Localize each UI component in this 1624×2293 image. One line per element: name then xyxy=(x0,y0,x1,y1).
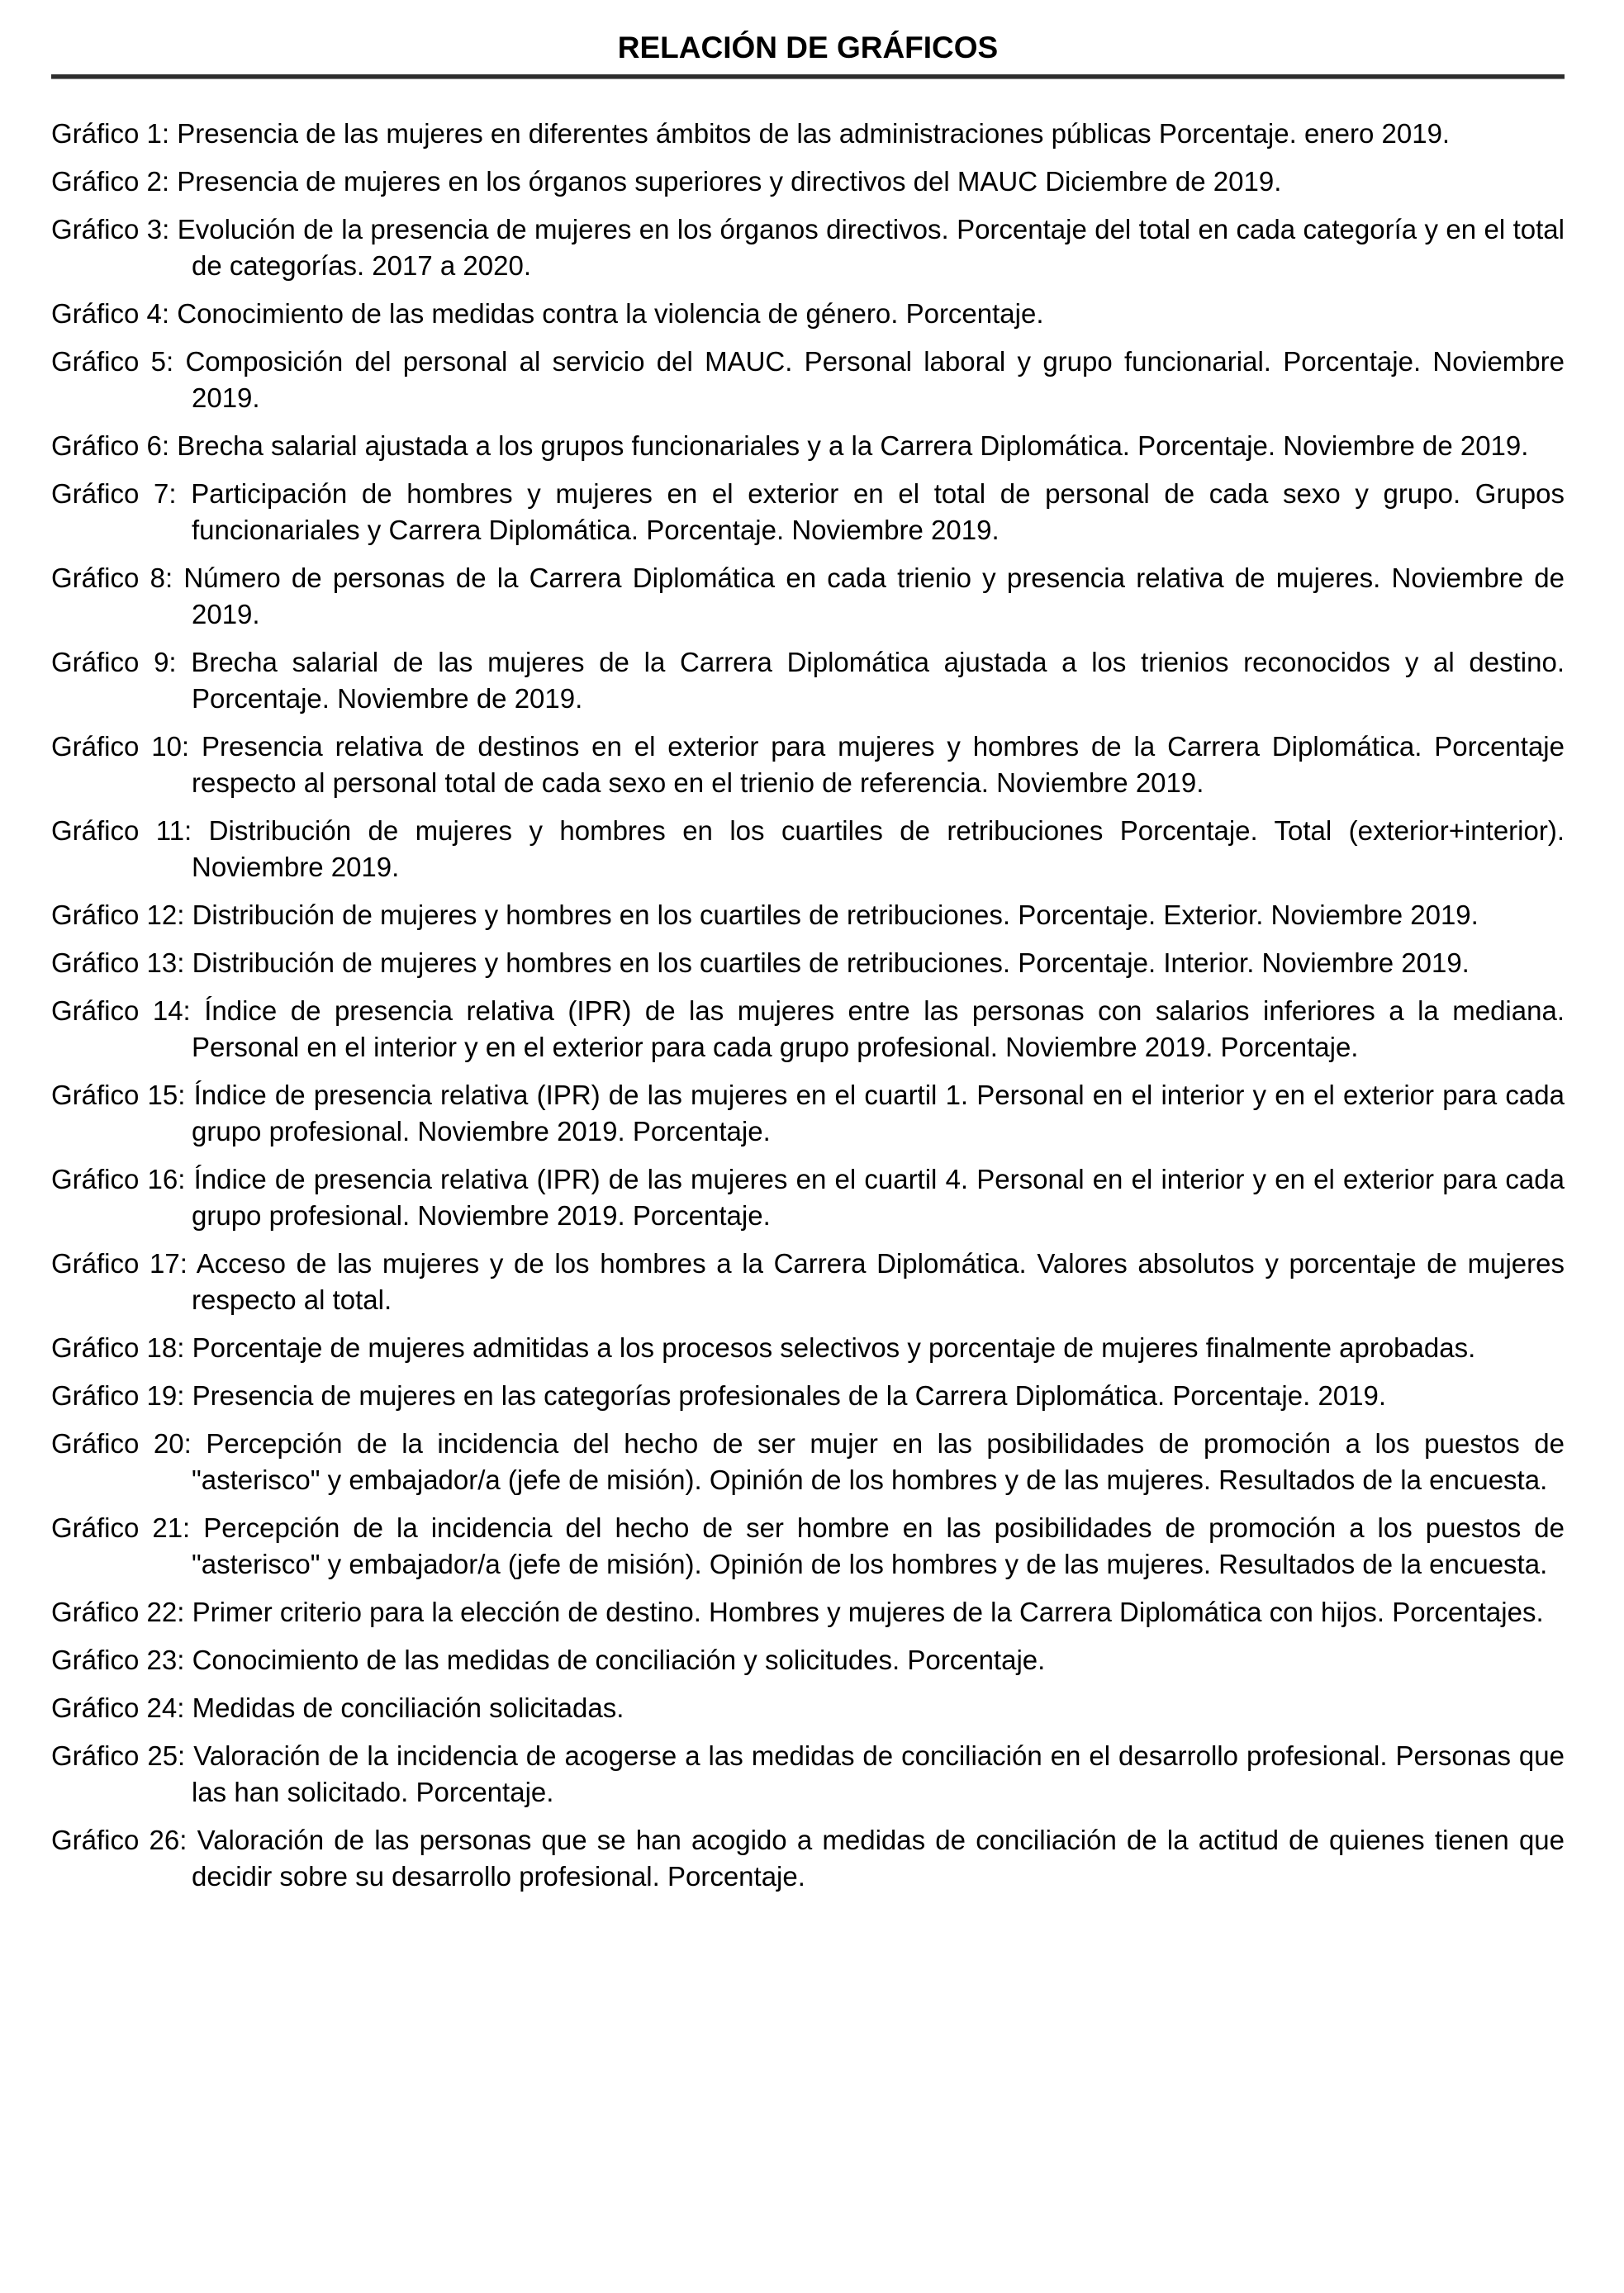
entry-label: Gráfico 9: xyxy=(51,647,177,677)
entry-label: Gráfico 11: xyxy=(51,815,192,846)
list-item xyxy=(51,1594,1565,1631)
list-item xyxy=(51,1246,1565,1318)
list-item xyxy=(51,428,1565,464)
list-item xyxy=(51,1822,1565,1895)
list-item xyxy=(51,1378,1565,1414)
entry-label: Gráfico 23: xyxy=(51,1645,185,1675)
list-item xyxy=(51,1510,1565,1583)
entry-description: Valoración de las personas que se han acogido a medidas de conciliación de la actitud de quienes tienen que decidir sobre su desarrollo profesional. Porcentaje. xyxy=(192,1825,1565,1892)
entry-label: Gráfico 16: xyxy=(51,1164,186,1194)
entry-description: Valoración de la incidencia de acogerse a las medidas de conciliación en el desarrollo profesional. Personas que las han solicitado. Porcentaje. xyxy=(192,1740,1565,1807)
entry-description: Presencia de mujeres en las categorías profesionales de la Carrera Diplomática. Porcentaje. 2019. xyxy=(192,1380,1387,1411)
entry-description: Porcentaje de mujeres admitidas a los procesos selectivos y porcentaje de mujeres finalmente aprobadas. xyxy=(192,1332,1476,1363)
entry-label: Gráfico 2: xyxy=(51,166,170,197)
list-item xyxy=(51,296,1565,332)
entry-description: Evolución de la presencia de mujeres en los órganos directivos. Porcentaje del total en cada categoría y en el total de categorías. 2017 a 2020. xyxy=(177,214,1565,281)
entry-description: Composición del personal al servicio del MAUC. Personal laboral y grupo funcionarial. Porcentaje. Noviembre 2019. xyxy=(185,346,1565,413)
entry-label: Gráfico 6: xyxy=(51,430,170,461)
list-item xyxy=(51,560,1565,633)
entry-label: Gráfico 22: xyxy=(51,1597,185,1627)
list-item xyxy=(51,344,1565,416)
entry-description: Percepción de la incidencia del hecho de ser mujer en las posibilidades de promoción a los puestos de "asterisco" y embajador/a (jefe de misión). Opinión de los hombres y de las mujeres. Resultados de la encuesta. xyxy=(192,1428,1565,1495)
entry-description: Participación de hombres y mujeres en el exterior en el total de personal de cada sexo y grupo. Grupos funcionariales y Carrera Diplomática. Porcentaje. Noviembre 2019. xyxy=(191,478,1565,545)
entry-description: Distribución de mujeres y hombres en los cuartiles de retribuciones. Porcentaje. Exterior. Noviembre 2019. xyxy=(192,900,1479,930)
entry-description: Brecha salarial ajustada a los grupos funcionariales y a la Carrera Diplomática. Porcentaje. Noviembre de 2019. xyxy=(177,430,1529,461)
entry-label: Gráfico 18: xyxy=(51,1332,185,1363)
entry-description: Primer criterio para la elección de destino. Hombres y mujeres de la Carrera Diplomática con hijos. Porcentajes. xyxy=(192,1597,1544,1627)
entry-description: Índice de presencia relativa (IPR) de las mujeres en el cuartil 4. Personal en el interior y en el exterior para cada grupo profesional. Noviembre 2019. Porcentaje. xyxy=(192,1164,1565,1231)
list-item xyxy=(51,211,1565,284)
list-item xyxy=(51,1426,1565,1498)
entry-label: Gráfico 17: xyxy=(51,1248,188,1279)
entry-label: Gráfico 20: xyxy=(51,1428,192,1459)
entry-description: Conocimiento de las medidas contra la violencia de género. Porcentaje. xyxy=(177,298,1044,329)
entry-description: Medidas de conciliación solicitadas. xyxy=(192,1692,624,1723)
entry-description: Presencia relativa de destinos en el exterior para mujeres y hombres de la Carrera Diplomática. Porcentaje respecto al personal total de cada sexo en el trienio de referencia. Noviembre 2019. xyxy=(192,731,1565,798)
page-title: RELACIÓN DE GRÁFICOS xyxy=(617,31,999,64)
entry-label: Gráfico 12: xyxy=(51,900,185,930)
list-item xyxy=(51,1738,1565,1811)
entry-label: Gráfico 4: xyxy=(51,298,170,329)
entry-description: Presencia de mujeres en los órganos superiores y directivos del MAUC Diciembre de 2019. xyxy=(177,166,1282,197)
entry-label: Gráfico 14: xyxy=(51,995,191,1026)
list-item xyxy=(51,813,1565,885)
entry-description: Distribución de mujeres y hombres en los cuartiles de retribuciones. Porcentaje. Interior. Noviembre 2019. xyxy=(192,947,1470,978)
entry-label: Gráfico 13: xyxy=(51,947,185,978)
list-item xyxy=(51,1161,1565,1234)
entry-description: Percepción de la incidencia del hecho de ser hombre en las posibilidades de promoción a los puestos de "asterisco" y embajador/a (jefe de misión). Opinión de los hombres y de las mujeres. Resultados de la encuesta. xyxy=(192,1512,1565,1579)
list-item xyxy=(51,164,1565,200)
list-item xyxy=(51,1330,1565,1366)
entry-label: Gráfico 24: xyxy=(51,1692,185,1723)
entry-label: Gráfico 15: xyxy=(51,1080,186,1110)
entry-description: Conocimiento de las medidas de conciliación y solicitudes. Porcentaje. xyxy=(192,1645,1046,1675)
chart-list xyxy=(51,116,1565,1895)
list-item xyxy=(51,1642,1565,1678)
entry-label: Gráfico 3: xyxy=(51,214,170,244)
list-item xyxy=(51,116,1565,152)
entry-label: Gráfico 10: xyxy=(51,731,190,762)
list-item xyxy=(51,1077,1565,1150)
entry-label: Gráfico 5: xyxy=(51,346,174,377)
entry-label: Gráfico 21: xyxy=(51,1512,191,1543)
list-item xyxy=(51,993,1565,1066)
entry-description: Brecha salarial de las mujeres de la Carrera Diplomática ajustada a los trienios reconocidos y al destino. Porcentaje. Noviembre de 2019. xyxy=(191,647,1565,714)
entry-label: Gráfico 7: xyxy=(51,478,177,509)
title-divider xyxy=(51,74,1565,79)
entry-label: Gráfico 26: xyxy=(51,1825,188,1855)
list-item xyxy=(51,1690,1565,1726)
entry-description: Presencia de las mujeres en diferentes ámbitos de las administraciones públicas Porcentaje. enero 2019. xyxy=(177,118,1451,149)
entry-label: Gráfico 19: xyxy=(51,1380,185,1411)
entry-label: Gráfico 1: xyxy=(51,118,170,149)
entry-description: Acceso de las mujeres y de los hombres a la Carrera Diplomática. Valores absolutos y porcentaje de mujeres respecto al total. xyxy=(192,1248,1565,1315)
list-item xyxy=(51,729,1565,801)
list-item xyxy=(51,945,1565,981)
entry-label: Gráfico 25: xyxy=(51,1740,186,1771)
entry-description: Índice de presencia relativa (IPR) de las mujeres entre las personas con salarios inferiores a la mediana. Personal en el interior y en el exterior para cada grupo profesional. Noviembre 2019. Porcentaje. xyxy=(192,995,1565,1062)
list-item xyxy=(51,476,1565,548)
entry-label: Gráfico 8: xyxy=(51,563,173,593)
entry-description: Índice de presencia relativa (IPR) de las mujeres en el cuartil 1. Personal en el interior y en el exterior para cada grupo profesional. Noviembre 2019. Porcentaje. xyxy=(192,1080,1565,1146)
entry-description: Distribución de mujeres y hombres en los cuartiles de retribuciones Porcentaje. Total (exterior+interior). Noviembre 2019. xyxy=(192,815,1565,882)
entry-description: Número de personas de la Carrera Diplomática en cada trienio y presencia relativa de mujeres. Noviembre de 2019. xyxy=(183,563,1565,629)
list-item xyxy=(51,644,1565,717)
list-item xyxy=(51,897,1565,933)
